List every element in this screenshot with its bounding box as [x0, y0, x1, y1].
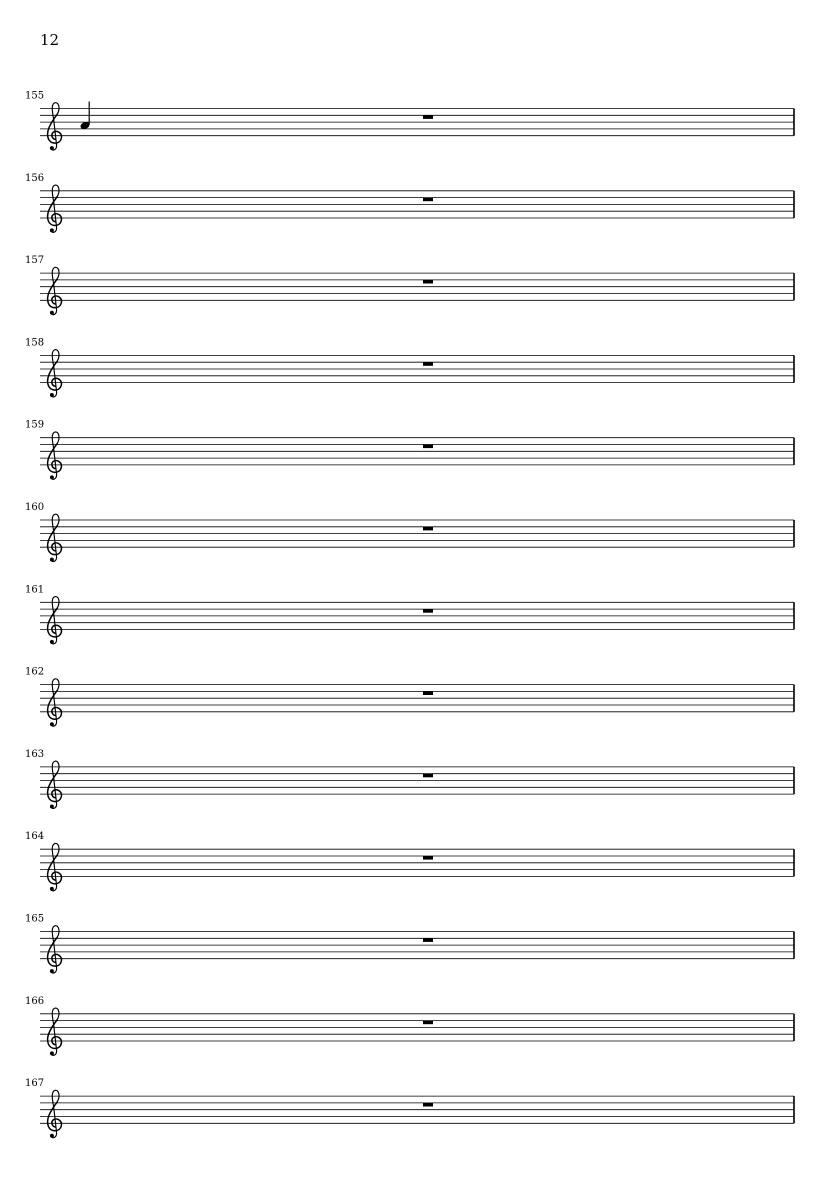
measure-number: 157 [25, 255, 45, 267]
treble-clef-icon [48, 597, 62, 644]
staff-system [25, 420, 794, 480]
whole-rest [423, 115, 433, 119]
whole-rest [423, 609, 433, 613]
treble-clef-icon [48, 1090, 62, 1137]
measure-number: 161 [25, 584, 45, 596]
staff-system [25, 996, 794, 1056]
measure-number: 160 [25, 502, 45, 513]
staff-system [25, 173, 794, 233]
staff-system [25, 749, 794, 809]
whole-rest [423, 938, 433, 942]
staff-system [25, 584, 794, 644]
staff-system [25, 914, 794, 974]
whole-rest [423, 1103, 433, 1107]
staff-system [25, 1078, 794, 1138]
whole-rest [423, 362, 433, 366]
measure-number: 166 [25, 995, 45, 1007]
treble-clef-icon [48, 761, 62, 808]
measure-number: 162 [25, 666, 45, 678]
measure-number: 159 [25, 419, 45, 431]
treble-clef-icon [48, 1008, 62, 1055]
whole-rest [423, 691, 433, 695]
whole-rest [423, 1021, 433, 1025]
quarter-note [79, 102, 90, 131]
whole-rest [423, 527, 433, 531]
page-number: 12 [40, 31, 60, 49]
staff-system [25, 667, 794, 727]
treble-clef-icon [48, 267, 62, 314]
whole-rest [423, 774, 433, 778]
treble-clef-icon [48, 350, 62, 397]
measure-number: 165 [25, 913, 45, 925]
measure-number: 155 [25, 90, 45, 102]
treble-clef-icon [48, 432, 62, 479]
treble-clef-icon [48, 103, 62, 150]
treble-clef-icon [48, 185, 62, 232]
measure-number: 156 [25, 172, 45, 184]
treble-clef-icon [48, 843, 62, 890]
staff-system [25, 337, 794, 397]
staff-system [25, 255, 794, 315]
measure-number: 163 [25, 748, 45, 760]
treble-clef-icon [48, 514, 62, 561]
whole-rest [423, 856, 433, 860]
staff-system [25, 91, 794, 151]
measure-number: 158 [25, 337, 45, 349]
whole-rest [423, 445, 433, 449]
staff-system [25, 831, 794, 891]
staff-system [25, 502, 794, 562]
measure-number: 167 [25, 1078, 45, 1090]
treble-clef-icon [48, 926, 62, 973]
measure-number: 164 [25, 831, 45, 843]
whole-rest [423, 280, 433, 284]
whole-rest [423, 198, 433, 202]
treble-clef-icon [48, 679, 62, 726]
